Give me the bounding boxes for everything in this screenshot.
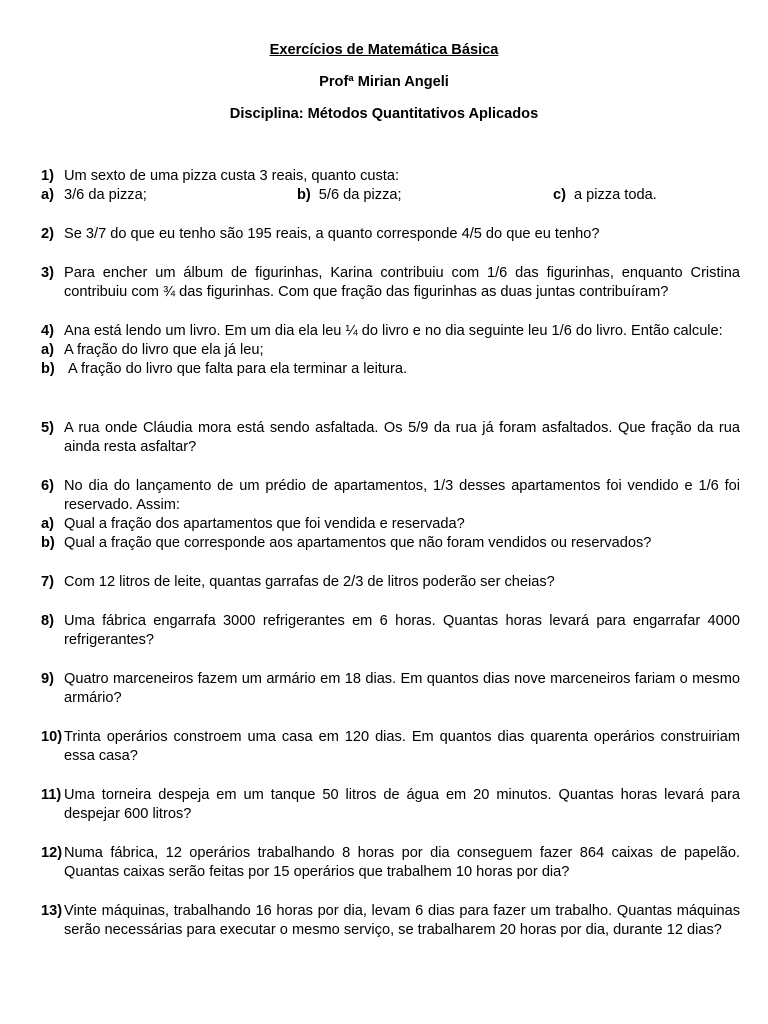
question-number: 2) [41,226,54,242]
question-5 [41,419,740,457]
option-text: A fração do livro que ela já leu; [64,342,264,358]
option-text: Qual a fração dos apartamentos que foi vendida e reservada? [64,516,465,532]
option-label: a) [41,187,54,203]
question-6 [41,477,740,553]
option-text: 3/6 da pizza; [64,187,147,203]
question-number: 12) [41,845,63,861]
question-11 [41,786,740,824]
question-number: 4) [41,323,54,339]
question-text: Uma torneira despeja em um tanque 50 litros de água em 20 minutos. Quantas horas levará para despejar 600 litros? [64,787,740,822]
question-number: 3) [41,265,54,281]
question-text: Se 3/7 do que eu tenho são 195 reais, a quanto corresponde 4/5 do que eu tenho? [64,226,600,242]
option-label: b) [297,187,311,203]
question-number: 11) [41,787,62,803]
question-number: 7) [41,574,54,590]
question-1 [41,167,740,205]
question-2 [41,225,740,244]
question-text: Vinte máquinas, trabalhando 16 horas por dia, levam 6 dias para fazer um trabalho. Quantas máquinas serão necessárias para executar o mesmo serviço, se trabalharem 20 horas por dia, durante 12 dias? [64,903,740,938]
question-number: 10) [41,729,63,745]
document-title: Exercícios de Matemática Básica [269,42,499,58]
question-7 [41,573,740,592]
option-label: a) [41,516,54,532]
option-label: a) [41,342,54,358]
question-text: A rua onde Cláudia mora está sendo asfaltada. Os 5/9 da rua já foram asfaltados. Que fração da rua ainda resta asfaltar? [64,420,740,455]
option-label: b) [41,535,55,551]
question-text: No dia do lançamento de um prédio de apartamentos, 1/3 desses apartamentos foi vendido e 1/6 foi reservado. Assim: [64,478,740,513]
option-text: A fração do livro que falta para ela terminar a leitura. [68,361,408,377]
question-text: Quatro marceneiros fazem um armário em 18 dias. Em quantos dias nove marceneiros fariam o mesmo armário? [64,671,740,706]
question-text: Uma fábrica engarrafa 3000 refrigerantes em 6 horas. Quantas horas levará para engarrafar 4000 refrigerantes? [64,613,740,648]
question-12 [41,844,740,882]
option-text: a pizza toda. [573,187,657,203]
question-number: 8) [41,613,54,629]
question-options [41,186,740,205]
question-text: Ana está lendo um livro. Em um dia ela leu ¼ do livro e no dia seguinte leu 1/6 do livro. Então calcule: [64,323,723,339]
option-text: 5/6 da pizza; [318,187,402,203]
teacher-name: Profª Mirian Angeli [319,74,449,90]
question-10 [41,728,740,766]
question-text: Com 12 litros de leite, quantas garrafas de 2/3 de litros poderão ser cheias? [64,574,555,590]
question-13 [41,902,740,940]
question-text: Um sexto de uma pizza custa 3 reais, quanto custa: [64,168,400,184]
question-number: 13) [41,903,63,919]
question-9 [41,670,740,708]
question-number: 1) [41,168,54,184]
question-8 [41,612,740,650]
question-number: 6) [41,478,54,494]
question-number: 5) [41,420,54,436]
question-text: Para encher um álbum de figurinhas, Karina contribuiu com 1/6 das figurinhas, enquanto Cristina contribuiu com ¾ das figurinhas. Com que fração das figurinhas as duas juntas contribuíram? [64,265,740,300]
question-4 [41,322,740,379]
option-label: b) [41,361,55,377]
option-label: c) [553,187,566,203]
question-number: 9) [41,671,54,687]
question-text: Trinta operários constroem uma casa em 120 dias. Em quantos dias quarenta operários construiriam essa casa? [64,729,740,764]
question-3 [41,264,740,302]
option-text: Qual a fração que corresponde aos apartamentos que não foram vendidos ou reservados? [64,535,652,551]
discipline-name: Disciplina: Métodos Quantitativos Aplicados [229,106,539,122]
question-text: Numa fábrica, 12 operários trabalhando 8 horas por dia conseguem fazer 864 caixas de papelão. Quantas caixas serão feitas por 15 operários que trabalhem 10 horas por dia? [64,845,740,880]
